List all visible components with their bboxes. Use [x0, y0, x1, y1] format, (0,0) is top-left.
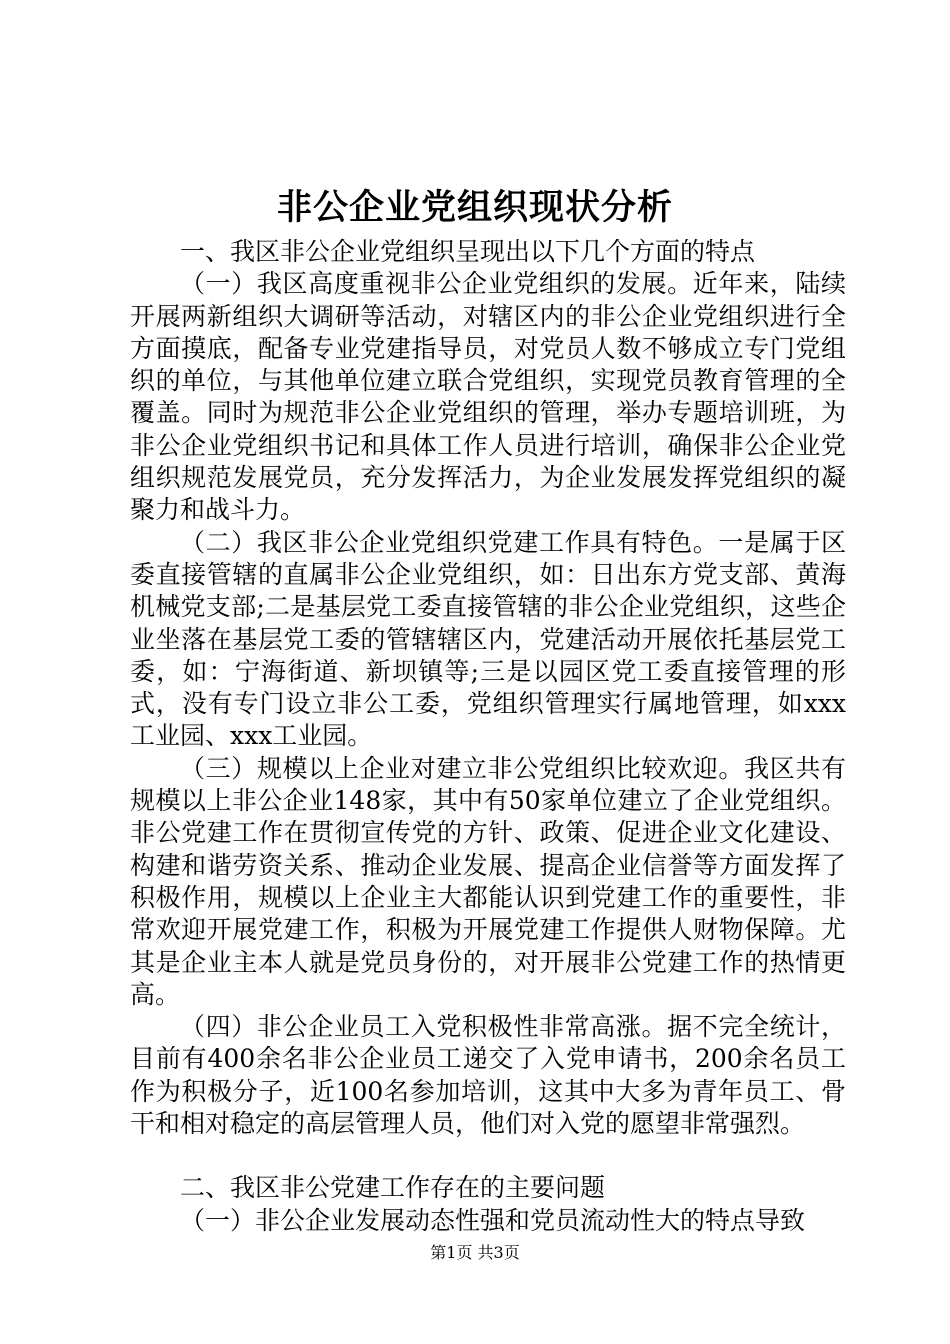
section-1-paragraph-4: （四）非公企业员工入党积极性非常高涨。据不完全统计，目前有400余名非公企业员工递交了入党申请书，200余名员工作为积极分子，近100名参加培训，这其中大多为青年员工、骨干和相对稳定的高层管理人员，他们对入党的愿望非常强烈。: [130, 1012, 846, 1139]
section-1-heading: 一、我区非公企业党组织呈现出以下几个方面的特点: [180, 237, 756, 266]
section-1-paragraph-2: （二）我区非公企业党组织党建工作具有特色。一是属于区委直接管辖的直属非公企业党组织，如：日出东方党支部、黄海机械党支部;二是基层党工委直接管辖的非公企业党组织，这些企业坐落在基层党工委的管辖辖区内，党建活动开展依托基层党工委，如：宁海街道、新坝镇等;三是以园区党工委直接管理的形式，没有专门设立非公工委，党组织管理实行属地管理，如xxx工业园、xxx工业园。: [130, 527, 846, 751]
document-title: 非公企业党组织现状分析: [276, 187, 673, 228]
section-2-heading: 二、我区非公党建工作存在的主要问题: [180, 1173, 606, 1203]
page-footer: 第1页 共3页: [430, 1243, 520, 1262]
section-2-paragraph-1: （一）非公企业发展动态性强和党员流动性大的特点导致: [180, 1205, 806, 1235]
section-gap: [130, 1140, 846, 1172]
document-body: [130, 236, 846, 1237]
section-1-paragraph-3: （三）规模以上企业对建立非公党组织比较欢迎。我区共有规模以上非公企业148家，其中有50家单位建立了企业党组织。非公党建工作在贯彻宣传党的方针、政策、促进企业文化建设、构建和谐劳资关系、推动企业发展、提高企业信誉等方面发挥了积极作用，规模以上企业主大都能认识到党建工作的重要性，非常欢迎开展党建工作，积极为开展党建工作提供人财物保障。尤其是企业主本人就是党员身份的，对开展非公党建工作的热情更高。: [130, 753, 846, 1009]
section-1-paragraph-1: （一）我区高度重视非公企业党组织的发展。近年来，陆续开展两新组织大调研等活动，对辖区内的非公企业党组织进行全方面摸底，配备专业党建指导员，对党员人数不够成立专门党组织的单位，与其他单位建立联合党组织，实现党员教育管理的全覆盖。同时为规范非公企业党组织的管理，举办专题培训班，为非公企业党组织书记和具体工作人员进行培训，确保非公企业党组织规范发展党员，充分发挥活力，为企业发展发挥党组织的凝聚力和战斗力。: [130, 269, 846, 525]
